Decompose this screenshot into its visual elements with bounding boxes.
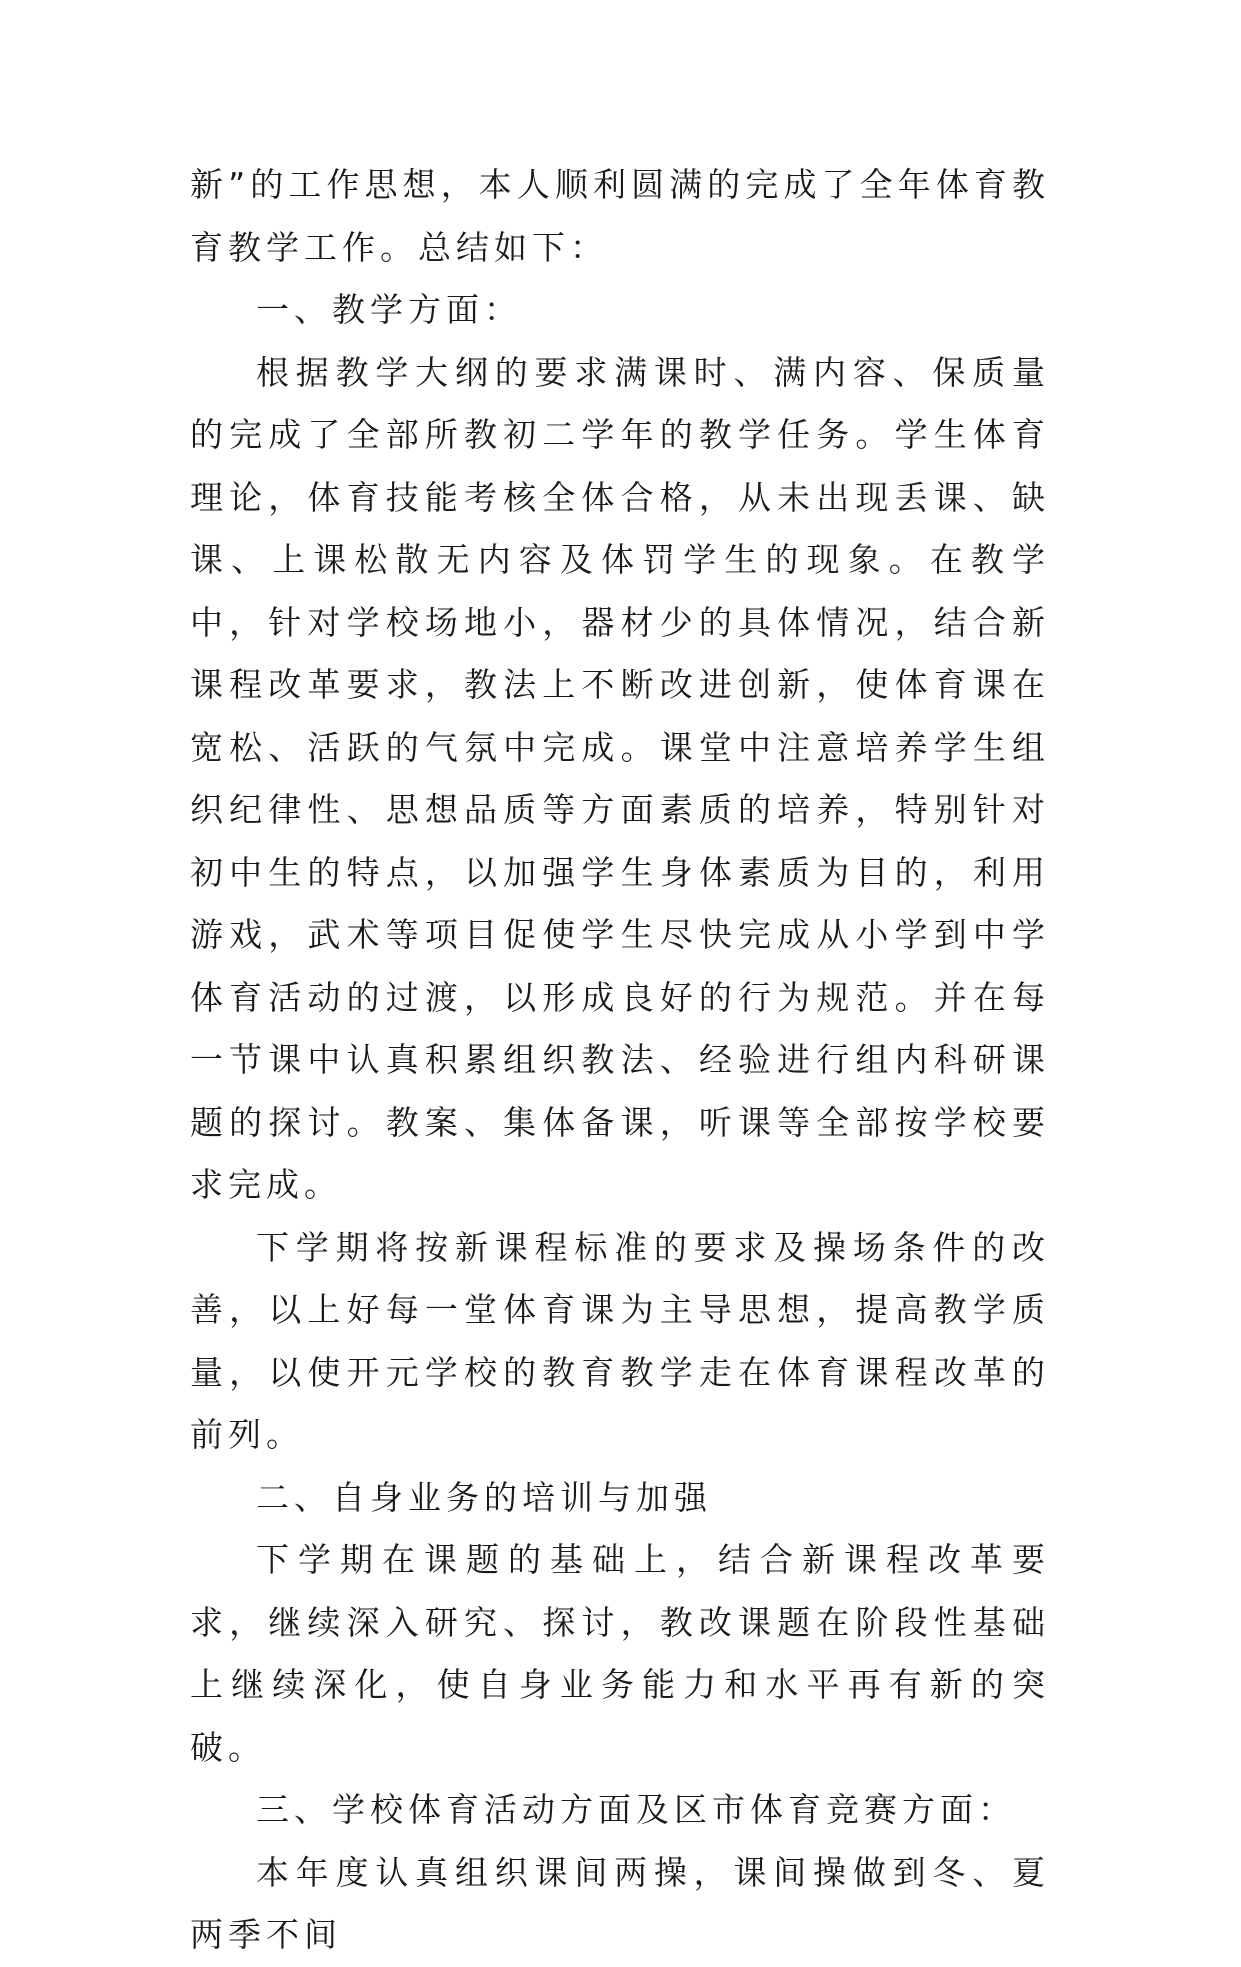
paragraph-activities: 本年度认真组织课间两操，课间操做到冬、夏两季不间 bbox=[190, 1852, 1050, 1954]
paragraph-intro-continuation: 新”的工作思想，本人顺利圆满的完成了全年体育教育教学工作。总结如下： bbox=[190, 165, 1050, 267]
paragraph-teaching: 根据教学大纲的要求满课时、满内容、保质量的完成了全部所教初二学年的教学任务。学生体育理论，体育技能考核全体合格，从未出现丢课、缺课、上课松散无内容及体罚学生的现象。在教学中，针对学校场地小，器材少的具体情况，结合新课程改革要求，教法上不断改进创新，使体育课在宽松、活跃的气氛中完成。课堂中注意培养学生组织纪律性、思想品质等方面素质的培养，特别针对初中生的特点，以加强学生身体素质为目的，利用游戏，武术等项目促使学生尽快完成从小学到中学体育活动的过渡，以形成良好的行为规范。并在每一节课中认真积累组织教法、经验进行组内科研课题的探讨。教案、集体备课，听课等全部按学校要求完成。 bbox=[190, 352, 1050, 1204]
section-heading-teaching: 一、教学方面： bbox=[256, 290, 522, 329]
section-heading-training: 二、自身业务的培训与加强 bbox=[256, 1477, 712, 1517]
document-body bbox=[190, 154, 1050, 1967]
section-heading-activities: 三、学校体育活动方面及区市体育竞赛方面： bbox=[256, 1790, 1016, 1829]
paragraph-next-semester: 下学期将按新课程标准的要求及操场条件的改善，以上好每一堂体育课为主导思想，提高教学质量，以使开元学校的教育教学走在体育课程改革的前列。 bbox=[190, 1227, 1050, 1454]
paragraph-training: 下学期在课题的基础上，结合新课程改革要求，继续深入研究、探讨，教改课题在阶段性基础上继续深化，使自身业务能力和水平再有新的突破。 bbox=[190, 1540, 1050, 1767]
